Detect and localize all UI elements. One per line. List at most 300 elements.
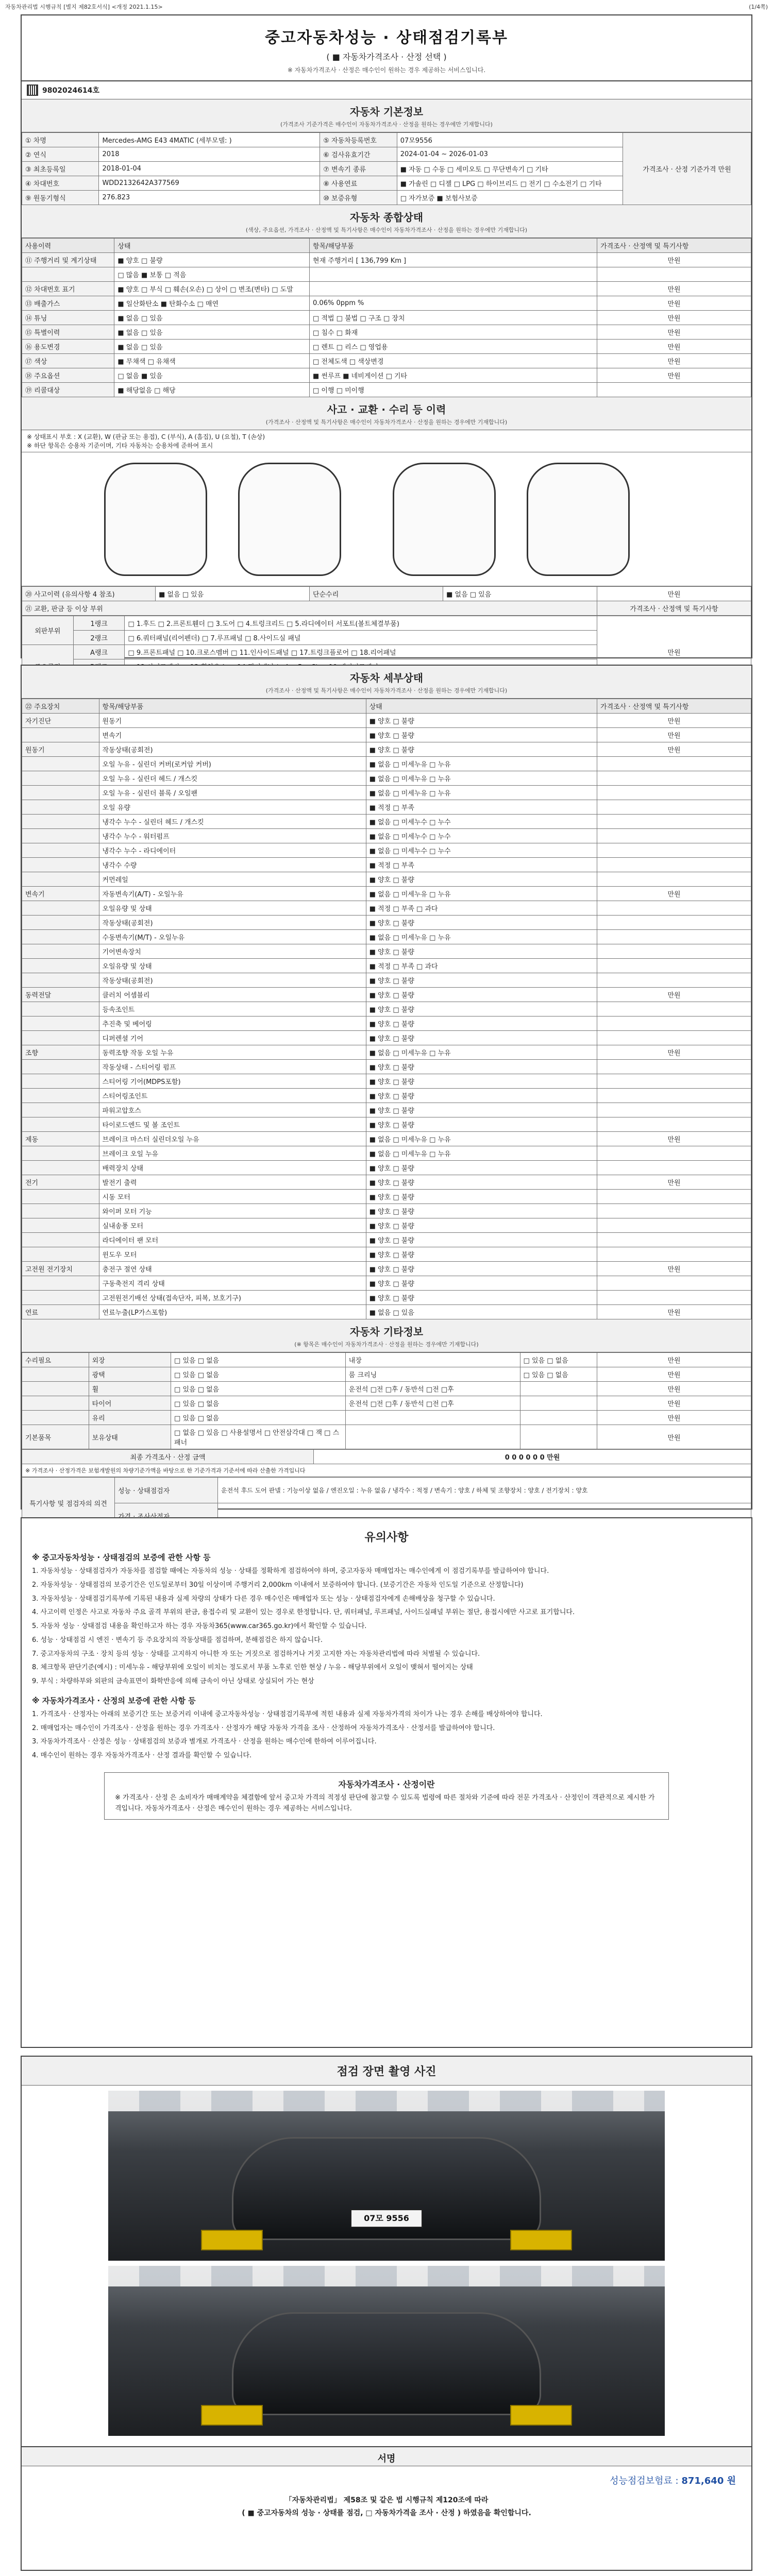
rank-items: □ 6.쿼터패널(리어펜더) □ 7.루프패널 □ 8.사이드실 패널 (125, 631, 597, 645)
form-header (5, 1, 768, 12)
detail-row (22, 786, 751, 800)
detail-row (22, 771, 751, 786)
final-price-label: 최종 가격조사 · 산정 금액 (22, 1450, 314, 1464)
detail-state: ■ 적정 □ 부족 (366, 800, 597, 815)
other-value-b (520, 1425, 597, 1449)
other-item-b: 내장 (345, 1353, 520, 1367)
detail-state: ■ 양호 □ 불량 (366, 872, 597, 887)
detail-state: ■ 없음 □ 미세누유 □ 누유 (366, 757, 597, 771)
overall-item-name: ⑬ 배출가스 (22, 296, 114, 311)
basic-value: 2024-01-04 ~ 2026-01-03 (397, 147, 623, 162)
detail-row (22, 1045, 751, 1060)
car-rear-view (527, 463, 630, 576)
basic-label: ⑨ 원동기형식 (22, 191, 99, 205)
other-group (22, 1396, 89, 1411)
basic-value: 276.823 (99, 191, 320, 205)
detail-price (597, 1031, 751, 1045)
detail-state: ■ 양호 □ 불량 (366, 1247, 597, 1262)
detail-row (22, 1074, 751, 1089)
overall-row (22, 253, 751, 267)
detail-state: ■ 양호 □ 불량 (366, 1016, 597, 1031)
overall-item-price: 만원 (597, 282, 751, 296)
detail-row (22, 872, 751, 887)
detail-price (597, 843, 751, 858)
detail-price (597, 1074, 751, 1089)
detail-status-table (22, 699, 751, 1319)
detail-group (22, 1233, 99, 1247)
detail-price: 만원 (597, 988, 751, 1002)
detail-row (22, 728, 751, 742)
car-diagram (22, 452, 751, 586)
other-item-b: 룸 크리닝 (345, 1367, 520, 1382)
detail-item: 냉각수 누수 - 실린더 헤드 / 개스킷 (99, 815, 366, 829)
notice-paragraph: 3. 자동차성능 · 상태점검기록부에 기록된 내용과 실제 차량의 상태가 다른 경우 매수인은 매매업자 또는 성능 · 상태점검자에게 손해배상을 청구할 수 있습니다. (32, 1595, 495, 1603)
overall-head-3: 가격조사 · 산정액 및 특기사항 (597, 239, 751, 253)
detail-group (22, 1089, 99, 1103)
detail-item: 배력장치 상태 (99, 1161, 366, 1175)
other-info-title: 자동차 기타정보 (※ 항목은 매수인이 자동차가격조사 · 산정을 원하는 경우에만 기재합니다) (22, 1319, 751, 1352)
overall-item-state: □ 없음 ■ 있음 (114, 368, 310, 383)
car-front-view (104, 463, 207, 576)
detail-item: 라디에이터 팬 모터 (99, 1233, 366, 1247)
detail-row (22, 944, 751, 959)
detail-price (597, 1060, 751, 1074)
detail-price (597, 858, 751, 872)
detail-price (597, 1233, 751, 1247)
detail-state: ■ 없음 □ 미세누유 □ 누유 (366, 887, 597, 901)
detail-item: 자동변속기(A/T) - 오일누유 (99, 887, 366, 901)
detail-state: ■ 없음 □ 미세누유 □ 누유 (366, 930, 597, 944)
detail-state: ■ 없음 □ 미세누수 □ 누수 (366, 843, 597, 858)
basic-info-table (22, 132, 751, 205)
detail-row (22, 988, 751, 1002)
detail-state: ■ 양호 □ 불량 (366, 1089, 597, 1103)
overall-item-name (22, 267, 114, 282)
overall-item-price: 만원 (597, 368, 751, 383)
overall-row (22, 311, 751, 325)
other-row (22, 1367, 751, 1382)
other-row (22, 1425, 751, 1449)
notice-heading-2: ※ 자동차가격조사 · 산정의 보증에 관한 사항 등 (32, 1696, 196, 1705)
detail-group (22, 858, 99, 872)
overall-item-price (597, 383, 751, 397)
detail-group: 자기진단 (22, 714, 99, 728)
car-top-view (238, 463, 341, 576)
license-plate: 07모 9556 (350, 2209, 423, 2228)
detail-price (597, 829, 751, 843)
detail-state: ■ 양호 □ 불량 (366, 1175, 597, 1190)
detail-group (22, 843, 99, 858)
detail-price: 만원 (597, 742, 751, 757)
overall-item-name: ⑯ 용도변경 (22, 340, 114, 354)
detail-item: 윈도우 모터 (99, 1247, 366, 1262)
overall-row (22, 368, 751, 383)
other-price: 만원 (597, 1396, 751, 1411)
other-value-b: □ 있음 □ 없음 (520, 1367, 597, 1382)
detail-group (22, 771, 99, 786)
price-assessment-box (104, 1772, 669, 1820)
notice-paragraph: 1. 자동차성능 · 상태점검자가 자동차를 점검할 때에는 자동차의 성능 · 상태를 정확하게 점검하여야 하며, 중고자동차 매매업자는 매수인에게 이 점검기록부를 발급하여야 합니다. (32, 1567, 549, 1575)
basic-info-row (22, 133, 751, 147)
detail-state: ■ 양호 □ 불량 (366, 1002, 597, 1016)
detail-state: ■ 양호 □ 불량 (366, 1190, 597, 1204)
overall-item-price (597, 267, 751, 282)
detail-group (22, 1204, 99, 1218)
overall-item-price: 만원 (597, 311, 751, 325)
price-assessment-box-text: ※ 가격조사 · 산정 은 소비자가 매매계약을 체결함에 앞서 중고차 가격의 적정성 판단에 참고할 수 있도록 법령에 따른 절차와 기준에 따라 전문 가격조사 · 산정인이 객관적으로 제시한 가격입니다. 자동차가격조사 · 산정은 매수인이 원하는 경우 제공하는 서비스입니다. (115, 1793, 655, 1812)
basic-info-title: 자동차 기본정보 (가격조사 기준가격은 매수인이 자동차가격조사 · 산정을 원하는 경우에만 기재합니다) (22, 99, 751, 132)
final-price-table (22, 1449, 751, 1477)
doc-number: 9802024614호 (42, 87, 99, 95)
detail-price (597, 916, 751, 930)
detail-price: 만원 (597, 1262, 751, 1276)
detail-item: 오일 유량 (99, 800, 366, 815)
detail-item: 타이로드엔드 및 볼 조인트 (99, 1117, 366, 1132)
detail-row (22, 1190, 751, 1204)
notice-paragraph-2: 2. 매매업자는 매수인이 가격조사 · 산정을 원하는 경우 가격조사 · 산정자가 해당 자동차 가격을 조사 · 산정하여 자동차가격조사 · 산정서를 발급하여야 합니다. (32, 1724, 495, 1732)
simple-repair-label: 단순수리 (310, 587, 443, 601)
detail-state: ■ 양호 □ 불량 (366, 988, 597, 1002)
detail-group: 조향 (22, 1045, 99, 1060)
detail-item: 오일유량 및 상태 (99, 959, 366, 973)
overall-item-detail: 0.06% 0ppm % (310, 296, 597, 311)
detail-item: 오일 누유 - 실린더 커버(로커암 커버) (99, 757, 366, 771)
detail-state: ■ 양호 □ 불량 (366, 1291, 597, 1305)
lift-right (510, 2230, 572, 2250)
detail-state: ■ 양호 □ 불량 (366, 728, 597, 742)
detail-state: ■ 없음 □ 미세누유 □ 누유 (366, 771, 597, 786)
detail-group (22, 959, 99, 973)
detail-group (22, 1016, 99, 1031)
detail-item: 연료누출(LP가스포함) (99, 1305, 366, 1319)
other-item-a: 외장 (89, 1353, 171, 1367)
notice-heading-1: ※ 중고자동차성능 · 상태점검의 보증에 관한 사항 등 (32, 1553, 211, 1562)
car-underbody-view (393, 463, 496, 576)
detail-state: ■ 양호 □ 불량 (366, 1233, 597, 1247)
notice-paragraph: 7. 중고자동차의 구조 · 장치 등의 성능 · 상태를 고지하지 아니한 자 또는 거짓으로 점검하거나 거짓 고지한 자는 자동차관리법에 따라 처벌될 수 있습니다. (32, 1650, 480, 1658)
detail-price (597, 757, 751, 771)
ceiling-lights (108, 2091, 665, 2111)
overall-item-detail: □ 전체도색 □ 색상변경 (310, 354, 597, 368)
overall-item-name: ⑮ 특별이력 (22, 325, 114, 340)
detail-price: 만원 (597, 714, 751, 728)
other-group (22, 1367, 89, 1382)
other-group (22, 1382, 89, 1396)
detail-item: 오일 누유 - 실린더 헤드 / 개스킷 (99, 771, 366, 786)
accident-table (22, 586, 751, 616)
detail-price (597, 944, 751, 959)
detail-group (22, 1146, 99, 1161)
detail-group (22, 1247, 99, 1262)
other-value-a: □ 있음 □ 없음 (171, 1367, 346, 1382)
other-item-a: 광택 (89, 1367, 171, 1382)
accident-price-head: 가격조사 · 산정액 및 특기사항 (597, 601, 751, 616)
detail-state: ■ 없음 □ 미세누유 □ 누유 (366, 1132, 597, 1146)
overall-item-state: ■ 양호 □ 부식 □ 훼손(오손) □ 상이 □ 변조(변타) □ 도말 (114, 282, 310, 296)
overall-item-state: ■ 일산화탄소 ■ 탄화수소 □ 매연 (114, 296, 310, 311)
basic-label: ⑤ 자동차등록번호 (320, 133, 397, 147)
barcode-icon (27, 84, 38, 96)
ceiling-lights-2 (108, 2266, 665, 2286)
overall-row (22, 325, 751, 340)
detail-group (22, 815, 99, 829)
other-item-a: 보유상태 (89, 1425, 171, 1449)
detail-item: 동력조향 작동 오일 누유 (99, 1045, 366, 1060)
basic-value: 2018 (99, 147, 320, 162)
other-row (22, 1396, 751, 1411)
detail-price (597, 1204, 751, 1218)
overall-head-2: 항목/해당부품 (310, 239, 597, 253)
detail-row (22, 1002, 751, 1016)
detail-group (22, 1161, 99, 1175)
detail-price: 만원 (597, 728, 751, 742)
detail-item: 작동상태(공회전) (99, 973, 366, 988)
detail-row (22, 1247, 751, 1262)
overall-item-state: ■ 없음 □ 있음 (114, 340, 310, 354)
detail-item: 실내송풍 모터 (99, 1218, 366, 1233)
detail-price (597, 930, 751, 944)
detail-group (22, 800, 99, 815)
detail-head-0: ㉒ 주요장치 (22, 699, 99, 714)
other-value-b: □ 있음 □ 없음 (520, 1353, 597, 1367)
other-row (22, 1411, 751, 1425)
detail-group (22, 1060, 99, 1074)
overall-item-detail (310, 267, 597, 282)
overall-item-state: ■ 없음 □ 있음 (114, 311, 310, 325)
detail-state: ■ 양호 □ 불량 (366, 1276, 597, 1291)
rank-label: 2랭크 (73, 631, 125, 645)
detail-state: ■ 적정 □ 부족 (366, 858, 597, 872)
accident-price: 만원 (597, 587, 751, 601)
detail-row (22, 742, 751, 757)
detail-group (22, 1103, 99, 1117)
detail-price: 만원 (597, 1175, 751, 1190)
detail-item: 작동상태(공회전) (99, 916, 366, 930)
detail-row (22, 973, 751, 988)
simple-repair-value: ■ 없음 □ 있음 (443, 587, 597, 601)
page-subtitle: ( ■ 자동차가격조사 · 산정 선택 ) (326, 52, 447, 62)
special-notes-label: 특기사항 및 점검자의 의견 (22, 1478, 115, 1529)
detail-item: 브레이크 마스터 실린더오일 누유 (99, 1132, 366, 1146)
rank-label: A랭크 (73, 645, 125, 659)
detail-item: 시동 모터 (99, 1190, 366, 1204)
detail-row (22, 1060, 751, 1074)
detail-group (22, 1190, 99, 1204)
other-price: 만원 (597, 1425, 751, 1449)
detail-row (22, 829, 751, 843)
detail-state: ■ 양호 □ 불량 (366, 973, 597, 988)
overall-status-table (22, 238, 751, 397)
inspection-photo-rear (108, 2266, 665, 2436)
detail-price (597, 1089, 751, 1103)
other-group: 수리필요 (22, 1353, 89, 1367)
basic-label: ① 차명 (22, 133, 99, 147)
detail-row (22, 1089, 751, 1103)
detail-item: 커먼레일 (99, 872, 366, 887)
detail-group (22, 728, 99, 742)
detail-group (22, 1218, 99, 1233)
detail-state: ■ 양호 □ 불량 (366, 1103, 597, 1117)
detail-state: ■ 양호 □ 불량 (366, 916, 597, 930)
detail-status-title: 자동차 세부상태 (가격조사 · 산정액 및 특기사항은 매수인이 자동차가격조사 · 산정을 원하는 경우에만 기재합니다) (22, 666, 751, 699)
overall-item-detail: □ 이행 □ 미이행 (310, 383, 597, 397)
accident-title: 사고 · 교환 · 수리 등 이력 (가격조사 · 산정액 및 특기사항은 매수인이 자동차가격조사 · 산정을 원하는 경우에만 기재합니다) (22, 397, 751, 430)
detail-state: ■ 양호 □ 불량 (366, 1074, 597, 1089)
detail-price (597, 1276, 751, 1291)
detail-row (22, 1161, 751, 1175)
sign-section (22, 2446, 751, 2520)
detail-group (22, 757, 99, 771)
overall-item-state: ■ 해당없음 □ 해당 (114, 383, 310, 397)
overall-row (22, 282, 751, 296)
notice-paragraph: 6. 성능 · 상태점검 시 엔진 · 변속기 등 주요장치의 작동상태를 점검하며, 분해점검은 하지 않습니다. (32, 1636, 323, 1644)
detail-group (22, 1117, 99, 1132)
basic-value: 07모9556 (397, 133, 623, 147)
detail-item: 수동변속기(M/T) - 오일누유 (99, 930, 366, 944)
inspector-label: 성능 · 상태점검자 (115, 1478, 218, 1503)
overall-item-name: ⑰ 색상 (22, 354, 114, 368)
detail-item: 작동상태 - 스티어링 펌프 (99, 1060, 366, 1074)
detail-group: 동력전달 (22, 988, 99, 1002)
final-price-value: 0 0 0 0 0 0 만원 (314, 1450, 751, 1464)
overall-item-state: ■ 양호 □ 불량 (114, 253, 310, 267)
detail-item: 오일 누유 - 실린더 블록 / 오일팬 (99, 786, 366, 800)
other-value-b (520, 1396, 597, 1411)
detail-price (597, 901, 751, 916)
overall-row (22, 296, 751, 311)
page-title: 중고자동차성능 · 상태점검기록부 (264, 29, 508, 47)
other-value-a: □ 없음 □ 있음 □ 사용설명서 □ 안전삼각대 □ 잭 □ 스패너 (171, 1425, 346, 1449)
page-1 (21, 14, 752, 658)
detail-price (597, 815, 751, 829)
basic-label: ④ 차대번호 (22, 176, 99, 191)
photo-section-title: 점검 장면 촬영 사진 (22, 2057, 751, 2086)
basic-label: ⑦ 변속기 종류 (320, 162, 397, 176)
page-2 (21, 665, 752, 1510)
detail-row (22, 1305, 751, 1319)
detail-item: 원동기 (99, 714, 366, 728)
page-subtitle-note: ※ 자동차가격조사 · 산정은 매수인이 원하는 경우 제공하는 서비스입니다. (287, 66, 486, 74)
detail-item: 디퍼렌셜 기어 (99, 1031, 366, 1045)
overall-item-detail: □ 침수 □ 화재 (310, 325, 597, 340)
detail-group (22, 973, 99, 988)
detail-group (22, 1002, 99, 1016)
detail-state: ■ 적정 □ 부족 □ 과다 (366, 901, 597, 916)
accident-history-value: ■ 없음 □ 있음 (156, 587, 310, 601)
detail-item: 파워고압호스 (99, 1103, 366, 1117)
basic-value: ■ 자동 □ 수동 □ 세미오토 □ 무단변속기 □ 기타 (397, 162, 623, 176)
detail-state: ■ 없음 □ 미세누수 □ 누수 (366, 815, 597, 829)
detail-group (22, 872, 99, 887)
other-row (22, 1353, 751, 1367)
accident-note: (가격조사 · 산정액 및 특기사항은 매수인이 자동차가격조사 · 산정을 원하는 경우에만 기재합니다) (265, 419, 508, 426)
detail-price: 만원 (597, 1045, 751, 1060)
detail-item: 충전구 절연 상태 (99, 1262, 366, 1276)
detail-group: 원동기 (22, 742, 99, 757)
overall-row (22, 383, 751, 397)
detail-group (22, 916, 99, 930)
doc-number-row (22, 81, 751, 99)
detail-price (597, 1161, 751, 1175)
detail-row (22, 901, 751, 916)
detail-item: 추진축 및 베어링 (99, 1016, 366, 1031)
detail-group (22, 786, 99, 800)
other-item-b: 운전석 □전 □후 / 동반석 □전 □후 (345, 1396, 520, 1411)
detail-row (22, 1031, 751, 1045)
detail-group (22, 1276, 99, 1291)
page-4-photos (21, 2056, 752, 2571)
detail-item: 오일유량 및 상태 (99, 901, 366, 916)
other-item-a: 타이어 (89, 1396, 171, 1411)
basic-label: ⑧ 사용연료 (320, 176, 397, 191)
rank-row (22, 616, 751, 631)
detail-group (22, 944, 99, 959)
basic-label: ③ 최초등록일 (22, 162, 99, 176)
overall-status-note: (색상, 주요옵션, 가격조사 · 산정액 및 특기사항은 매수인이 자동차가격조사 · 산정을 원하는 경우에만 기재합니다) (245, 227, 528, 233)
detail-price: 만원 (597, 1132, 751, 1146)
rank-price: 만원 (597, 616, 751, 688)
other-value-a: □ 있음 □ 없음 (171, 1396, 346, 1411)
detail-state: ■ 없음 □ 미세누수 □ 누수 (366, 829, 597, 843)
overall-item-state: ■ 없음 □ 있음 (114, 325, 310, 340)
overall-item-detail (310, 282, 597, 296)
detail-state: ■ 양호 □ 불량 (366, 944, 597, 959)
detail-state: ■ 양호 □ 불량 (366, 1262, 597, 1276)
final-price-note: ※ 가격조사 · 산정가격은 보험개발원의 차량기준가액을 바탕으로 한 기준가격과 기준서에 따라 산출한 가격입니다 (22, 1464, 751, 1477)
rank-items: □ 9.프론트패널 □ 10.크로스멤버 □ 11.인사이드패널 □ 17.트렁크플로어 □ 18.리어패널 (125, 645, 597, 659)
overall-head-1: 상태 (114, 239, 310, 253)
other-group: 기본품목 (22, 1425, 89, 1449)
overall-item-detail: □ 적법 □ 불법 □ 구조 □ 장치 (310, 311, 597, 325)
detail-group (22, 829, 99, 843)
detail-row (22, 815, 751, 829)
detail-item: 냉각수 누수 - 워터펌프 (99, 829, 366, 843)
accident-legend-2: ※ 하단 항목은 승용차 기준이며, 기타 자동차는 승용차에 준하여 표시 (27, 442, 213, 449)
detail-group: 연료 (22, 1305, 99, 1319)
overall-item-price: 만원 (597, 253, 751, 267)
overall-row (22, 340, 751, 354)
form-header-left: 자동차관리법 시행규칙 [별지 제82호서식] <개정 2021.1.15> (5, 4, 163, 10)
other-value-a: □ 있음 □ 없음 (171, 1382, 346, 1396)
detail-row (22, 1146, 751, 1161)
overall-item-name: ⑪ 주행거리 및 계기상태 (22, 253, 114, 267)
detail-row (22, 1276, 751, 1291)
basic-value: ■ 가솔린 □ 디젤 □ LPG □ 하이브리드 □ 전기 □ 수소전기 □ 기타 (397, 176, 623, 191)
notice-paragraph-2: 3. 자동차가격조사 · 산정은 성능 · 상태점검의 보증과 별개로 가격조사 · 산정을 원하는 매수인에 한하여 이루어집니다. (32, 1738, 377, 1746)
detail-group: 고전원 전기장치 (22, 1262, 99, 1276)
detail-price (597, 1291, 751, 1305)
other-value-a: □ 있음 □ 없음 (171, 1411, 346, 1425)
accident-legend-1: ※ 상태표시 부호 : X (교환), W (판금 또는 용접), C (부식), A (흠집), U (요철), T (손상) (27, 433, 265, 440)
other-price: 만원 (597, 1411, 751, 1425)
overall-item-name: ⑲ 리콜대상 (22, 383, 114, 397)
abnormal-parts-label: ㉑ 교환, 판금 등 이상 부위 (22, 601, 597, 616)
overall-item-name: ⑭ 튜닝 (22, 311, 114, 325)
overall-item-state: □ 많음 ■ 보통 □ 적음 (114, 267, 310, 282)
detail-state: ■ 없음 □ 미세누유 □ 누유 (366, 1146, 597, 1161)
notice-paragraph-2: 1. 가격조사 · 산정자는 아래의 보증기간 또는 보증거리 이내에 중고자동차성능 · 상태점검기록부에 적힌 내용과 실제 자동차가격의 차이가 나는 경우 손해를 배상하여야 합니다. (32, 1710, 543, 1718)
detail-state: ■ 양호 □ 불량 (366, 1060, 597, 1074)
accident-legend (22, 430, 751, 452)
detail-group (22, 1291, 99, 1305)
detail-group (22, 1074, 99, 1089)
detail-item: 발전기 출력 (99, 1175, 366, 1190)
sign-title: 서명 (22, 2447, 751, 2466)
detail-price (597, 872, 751, 887)
detail-row (22, 843, 751, 858)
detail-state: ■ 양호 □ 불량 (366, 1031, 597, 1045)
detail-item: 스티어링조인트 (99, 1089, 366, 1103)
